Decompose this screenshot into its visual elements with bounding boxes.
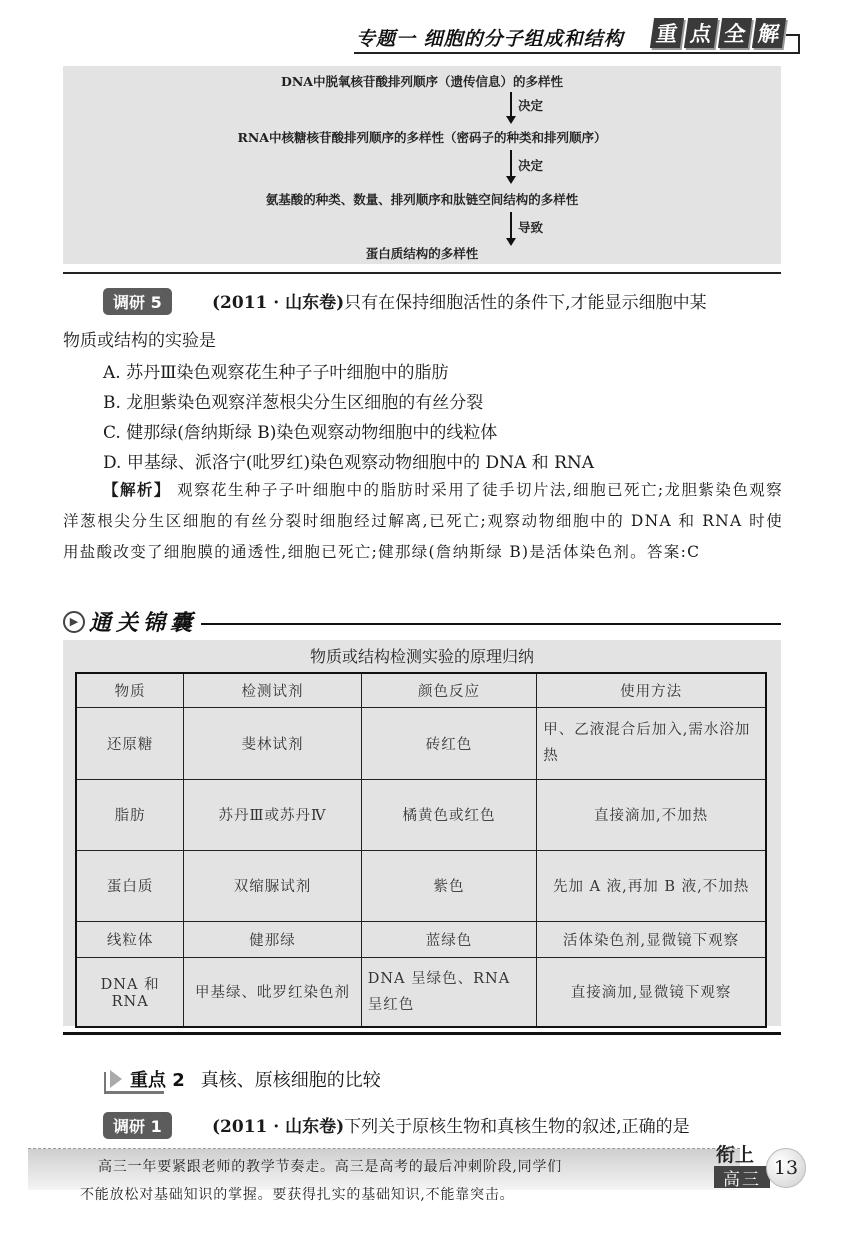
table-cell: 苏丹Ⅲ或苏丹Ⅳ — [184, 779, 361, 850]
tips-label: 通关锦囊 — [89, 610, 198, 636]
table-row — [76, 707, 766, 779]
triangle-arrow-icon — [110, 1070, 122, 1088]
table-cell: 线粒体 — [76, 921, 184, 957]
table-cell: 脂肪 — [76, 779, 184, 850]
table-header-row — [76, 673, 766, 707]
analysis-paragraph — [63, 474, 783, 568]
section-divider — [63, 1032, 781, 1035]
analysis-text: 观察花生种子子叶细胞中的脂肪时采用了徒手切片法,细胞已死亡;龙胆紫染色观察洋葱根尖分生区细胞的有丝分裂时细胞经过解离,已死亡;观察动物细胞中的 DNA 和 RNA 时使用盐酸改变了细胞膜的通透性,细胞已死亡;健那绿(詹纳斯绿 B)是活体染色剂。答案:C — [63, 481, 783, 561]
flow-step: DNA中脱氧核苷酸排列顺序（遗传信息）的多样性 — [281, 74, 563, 89]
table-cell: 蛋白质 — [76, 850, 184, 921]
badge-char: 全 — [718, 18, 752, 48]
flow-step: RNA中核糖核苷酸排列顺序的多样性（密码子的种类和排列顺序） — [237, 130, 607, 145]
question-stem-line — [212, 1112, 690, 1137]
down-arrow-icon — [510, 150, 512, 178]
page-header — [356, 18, 798, 54]
key-points-badge — [652, 18, 784, 48]
flow-arrow-label: 导致 — [518, 220, 544, 235]
footer-text-line: 不能放松对基础知识的掌握。要获得扎实的基础知识,不能靠突击。 — [80, 1187, 515, 1203]
table-cell: 斐林试剂 — [184, 707, 361, 779]
table-cell: 还原糖 — [76, 707, 184, 779]
column-header: 检测试剂 — [184, 673, 361, 707]
option-d: D. 甲基绿、派洛宁(吡罗红)染色观察动物细胞中的 DNA 和 RNA — [103, 453, 595, 473]
table-cell: 活体染色剂,显微镜下观察 — [537, 921, 766, 957]
badge-char: 解 — [752, 18, 786, 48]
option-b: B. 龙胆紫染色观察洋葱根尖分生区细胞的有丝分裂 — [103, 393, 484, 413]
series-tag-top: 衔上 — [716, 1140, 754, 1169]
footer-text-line: 高三一年要紧跟老师的教学节奏走。高三是高考的最后冲刺阶段,同学们 — [98, 1159, 563, 1175]
flow-step: 氨基酸的种类、数量、排列顺序和肽链空间结构的多样性 — [265, 192, 579, 207]
badge-char: 点 — [684, 18, 718, 48]
double-chevron-icon: ▶ — [63, 611, 85, 633]
table-row — [76, 850, 766, 921]
page-number: 13 — [766, 1148, 806, 1188]
flow-arrow-label: 决定 — [518, 158, 544, 173]
tips-rule — [201, 623, 781, 625]
section-divider — [63, 272, 781, 274]
header-underline — [354, 52, 800, 54]
option-c: C. 健那绿(詹纳斯绿 B)染色观察动物细胞中的线粒体 — [103, 423, 498, 443]
question-tag: 调研 5 — [103, 288, 172, 315]
table-cell: 甲、乙液混合后加入,需水浴加热 — [537, 707, 766, 779]
table-cell: 健那绿 — [184, 921, 361, 957]
question-tag: 调研 1 — [103, 1112, 172, 1139]
question-stem-line: 物质或结构的实验是 — [63, 331, 216, 351]
flow-step: 蛋白质结构的多样性 — [365, 246, 479, 261]
tips-heading — [63, 606, 781, 637]
keypoint-number: 重点 2 — [130, 1070, 185, 1091]
table-cell: 橘黄色或红色 — [361, 779, 537, 850]
table-cell: 蓝绿色 — [361, 921, 537, 957]
keypoint-title — [130, 1066, 381, 1092]
question-source: (2011 · 山东卷) — [212, 293, 345, 313]
question-stem-line — [212, 288, 707, 313]
option-a: A. 苏丹Ⅲ染色观察花生种子子叶细胞中的脂肪 — [103, 363, 449, 383]
table-row — [76, 921, 766, 957]
table-title: 物质或结构检测实验的原理归纳 — [309, 647, 534, 666]
table-cell: 甲基绿、吡罗红染色剂 — [184, 957, 361, 1027]
question-source: (2011 · 山东卷) — [212, 1117, 345, 1137]
table-cell: 先加 A 液,再加 B 液,不加热 — [537, 850, 766, 921]
question-stem: 下列关于原核生物和真核生物的叙述,正确的是 — [344, 1117, 690, 1137]
detection-summary-table — [75, 672, 767, 1028]
diversity-flow-diagram — [63, 66, 781, 264]
flow-arrow-label: 决定 — [518, 98, 544, 113]
badge-char: 重 — [650, 18, 684, 48]
table-cell: 直接滴加,不加热 — [537, 779, 766, 850]
table-cell: 紫色 — [361, 850, 537, 921]
down-arrow-icon — [510, 92, 512, 118]
analysis-label: 【解析】 — [103, 480, 171, 499]
series-tag-bottom: 高三 — [714, 1166, 770, 1188]
chapter-title: 专题一 细胞的分子组成和结构 — [356, 28, 624, 50]
table-cell: 双缩脲试剂 — [184, 850, 361, 921]
column-header: 物质 — [76, 673, 184, 707]
header-bracket-decoration — [786, 34, 800, 54]
down-arrow-icon — [510, 212, 512, 240]
table-cell: 直接滴加,显微镜下观察 — [537, 957, 766, 1027]
column-header: 使用方法 — [537, 673, 766, 707]
table-row — [76, 957, 766, 1027]
table-cell: DNA 呈绿色、RNA 呈红色 — [361, 957, 537, 1027]
column-header: 颜色反应 — [361, 673, 537, 707]
keypoint-text: 真核、原核细胞的比较 — [200, 1070, 381, 1091]
table-cell: 砖红色 — [361, 707, 537, 779]
table-row — [76, 779, 766, 850]
summary-table-box — [63, 640, 781, 1026]
question-stem: 只有在保持细胞活性的条件下,才能显示细胞中某 — [344, 293, 707, 313]
table-cell: DNA 和 RNA — [76, 957, 184, 1027]
